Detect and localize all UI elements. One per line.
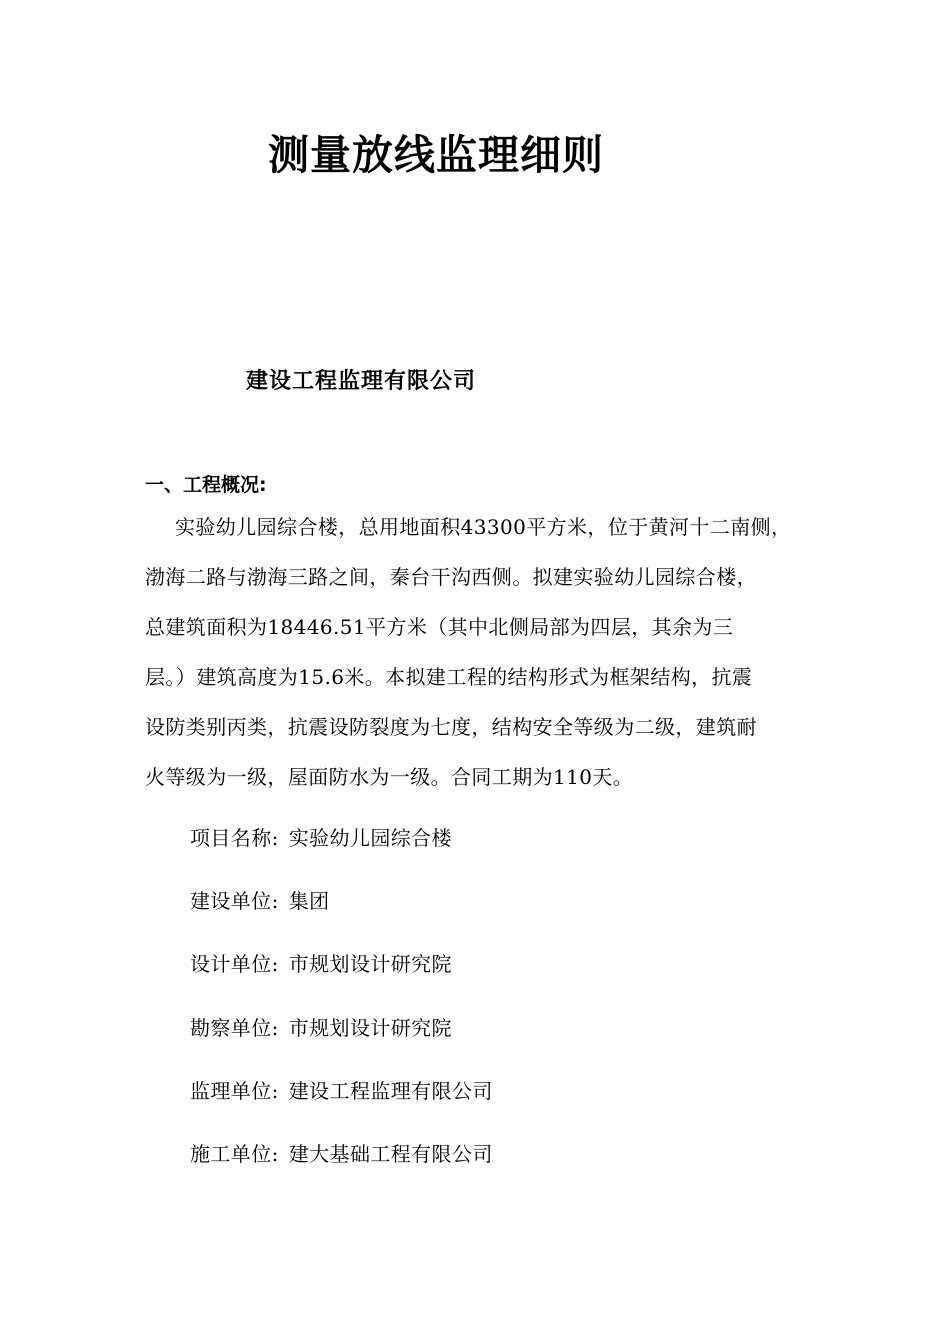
supervision-unit-row (190, 1071, 493, 1134)
supervision-unit-label: 监理单位: (190, 1078, 279, 1103)
project-name-row (190, 818, 493, 881)
company-name: 建设工程监理有限公司 (246, 369, 477, 394)
survey-unit-row (190, 1008, 493, 1071)
overview-line: 总建筑面积为18446.51平方米（其中北侧局部为四层，其余为三 (145, 615, 734, 639)
design-unit-value: 市规划设计研究院 (288, 952, 452, 977)
project-name-label: 项目名称: (190, 826, 279, 850)
section-heading-overview: 一、工程概况: (145, 474, 267, 496)
project-name-value: 实验幼儿园综合楼 (288, 826, 452, 850)
owner-unit-value: 集团 (288, 889, 330, 914)
overview-paragraph (145, 507, 815, 807)
construction-unit-value: 建大基础工程有限公司 (288, 1141, 493, 1166)
overview-line: 渤海二路与渤海三路之间，秦台干沟西侧。拟建实验幼儿园综合楼， (145, 565, 757, 589)
overview-line: 设防类别丙类，抗震设防裂度为七度，结构安全等级为二级，建筑耐 (145, 715, 757, 739)
supervision-unit-value: 建设工程监理有限公司 (288, 1078, 493, 1103)
construction-unit-row (190, 1134, 493, 1197)
owner-unit-row (190, 881, 493, 944)
overview-line: 层。）建筑高度为15.6米。本拟建工程的结构形式为框架结构，抗震 (145, 665, 753, 689)
design-unit-row (190, 944, 493, 1007)
construction-unit-label: 施工单位: (190, 1141, 279, 1166)
document-title: 测量放线监理细则 (268, 131, 604, 179)
design-unit-label: 设计单位: (190, 952, 279, 977)
survey-unit-value: 市规划设计研究院 (288, 1015, 452, 1040)
overview-line: 实验幼儿园综合楼，总用地面积43300平方米，位于黄河十二南侧， (175, 515, 792, 539)
survey-unit-label: 勘察单位: (190, 1015, 279, 1040)
overview-line: 火等级为一级，屋面防水为一级。合同工期为110天。 (145, 765, 634, 789)
project-info-list (190, 818, 493, 1197)
owner-unit-label: 建设单位: (190, 889, 279, 914)
